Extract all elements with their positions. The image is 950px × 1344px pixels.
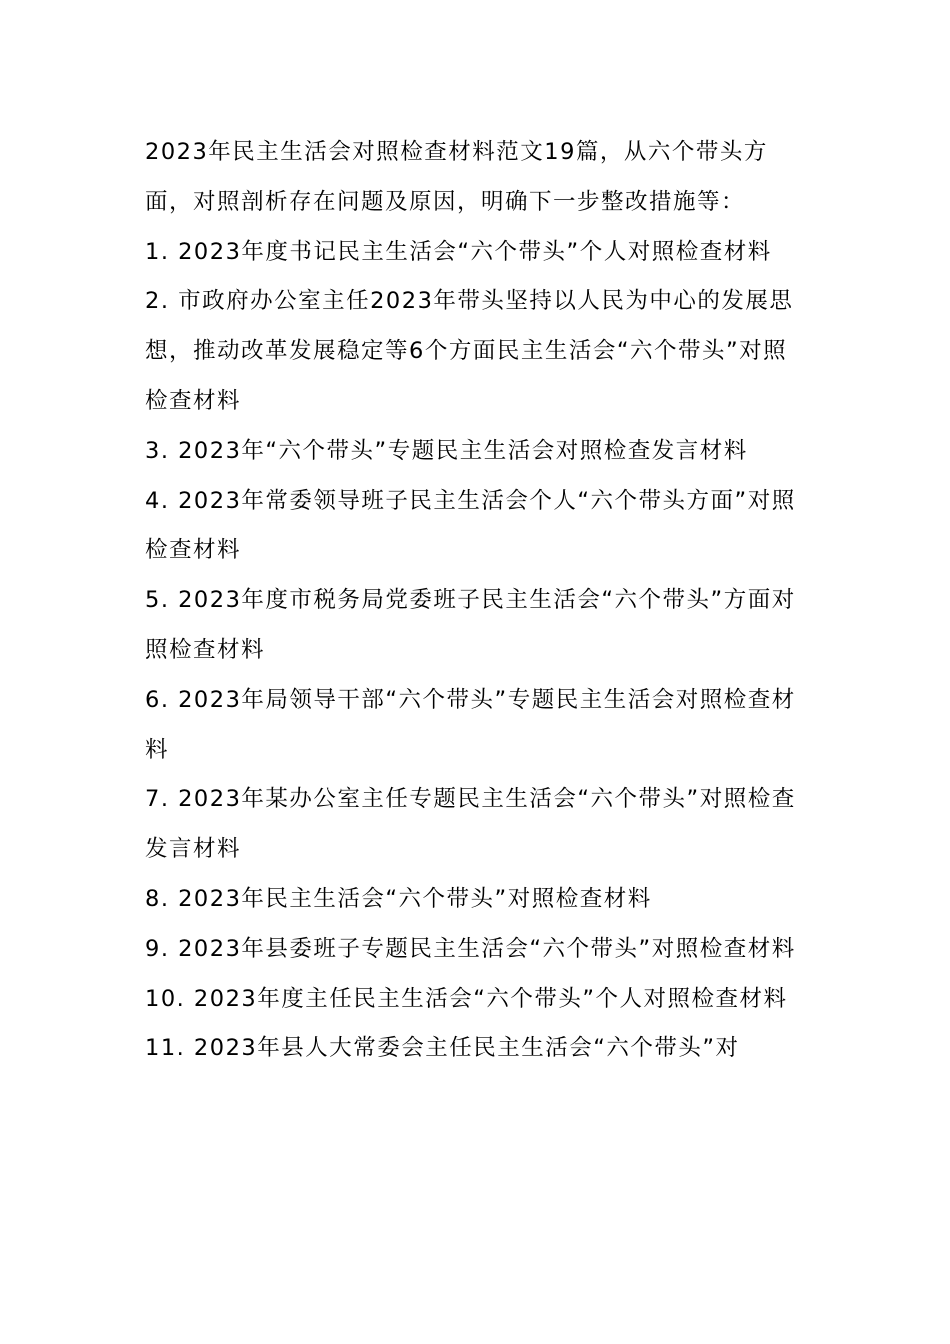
list-item: 6. 2023年局领导干部“六个带头”专题民主生活会对照检查材料	[145, 686, 796, 763]
list-item: 4. 2023年常委领导班子民主生活会个人“六个带头方面”对照检查材料	[145, 487, 796, 564]
document-body	[145, 128, 810, 1074]
list-item: 5. 2023年度市税务局党委班子民主生活会“六个带头”方面对照检查材料	[145, 587, 796, 663]
list-item: 8. 2023年民主生活会“六个带头”对照检查材料	[145, 885, 652, 912]
list-item: 10. 2023年度主任民主生活会“六个带头”个人对照检查材料	[145, 985, 788, 1012]
intro-paragraph: 2023年民主生活会对照检查材料范文19篇，从六个带头方面，对照剖析存在问题及原因，明确下一步整改措施等：	[145, 139, 768, 215]
list-item: 3. 2023年“六个带头”专题民主生活会对照检查发言材料	[145, 437, 748, 464]
list-item: 9. 2023年县委班子专题民主生活会“六个带头”对照检查材料	[145, 935, 796, 962]
list-item: 11. 2023年县人大常委会主任民主生活会“六个带头”对	[145, 1035, 740, 1062]
list-item: 1. 2023年度书记民主生活会“六个带头”个人对照检查材料	[145, 238, 772, 265]
list-item: 7. 2023年某办公室主任专题民主生活会“六个带头”对照检查发言材料	[145, 786, 796, 863]
list-item: 2. 市政府办公室主任2023年带头坚持以人民为中心的发展思想，推动改革发展稳定等6个方面民主生活会“六个带头”对照检查材料	[145, 288, 794, 414]
